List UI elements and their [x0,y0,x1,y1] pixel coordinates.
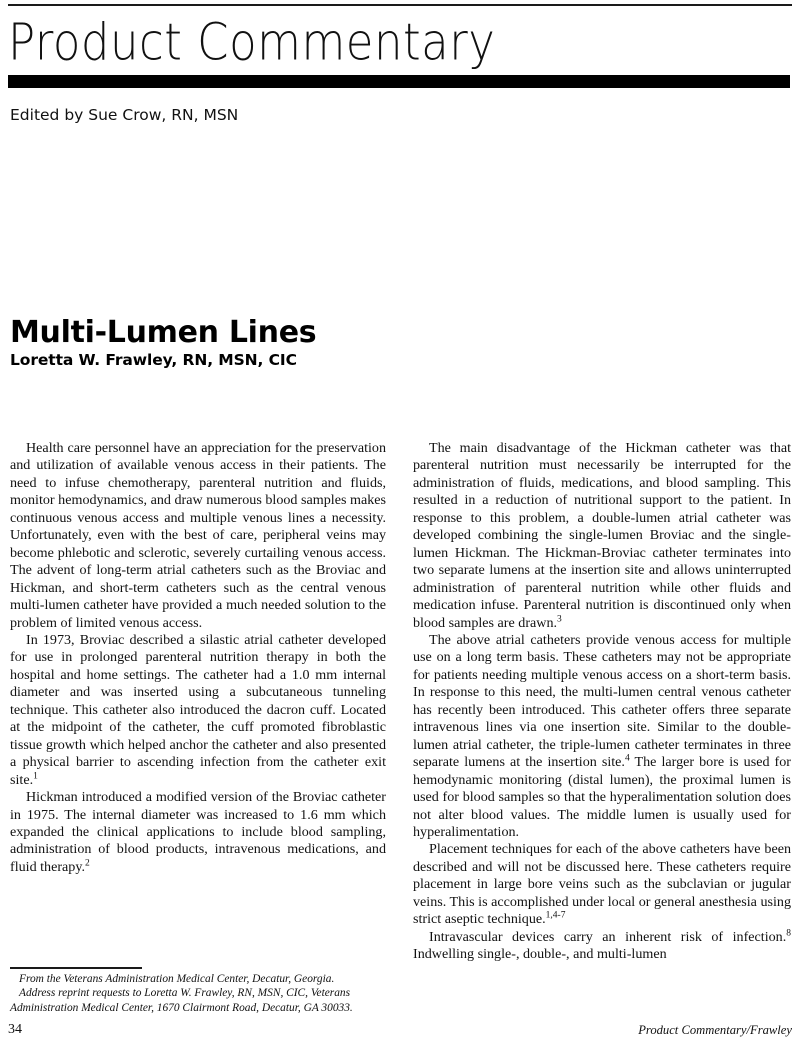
paragraph [413,632,791,841]
reference-marker: 2 [85,858,90,869]
paragraph-text-tail: Indwelling single-, double-, and multi-lumen [413,946,667,963]
running-head: Product Commentary/Frawley [638,1023,792,1037]
body-column-left [10,440,386,940]
paragraph [413,440,791,632]
footnote-reprint-address: Address reprint requests to Loretta W. Frawley, RN, MSN, CIC, Veterans Administration Medical Center, 1670 Clairmont Road, Decatur, GA 30033. [10,987,353,1014]
paragraph-text: Intravascular devices carry an inherent risk of infection. [429,928,787,945]
reference-marker: 1 [33,770,38,781]
reference-marker: 3 [557,613,562,624]
paragraph [10,632,386,789]
paragraph [413,841,791,928]
paragraph-text: The above atrial catheters provide venous access for multiple use on a long term basis. These catheters may not be appropriate for patients needing multiple venous access on a short-term basis. In response to this need, the multi-lumen central venous catheter has recently been introduced. This catheter offers three separate intravenous lines via one insertion site. Similar to the double-lumen atrial catheter, the triple-lumen catheter terminates in three separate lumens at the insertion site. [413,631,791,771]
masthead-black-bar [8,75,790,88]
footnote-affiliation: From the Veterans Administration Medical Center, Decatur, Georgia. [19,973,335,985]
reference-marker: 8 [786,928,791,938]
page-number: 34 [8,1022,22,1037]
body-column-right [413,440,791,1010]
paragraph [413,929,791,964]
paragraph-text-tail: The larger bore is used for hemodynamic monitoring (distal lumen), the proximal lumen is used for blood samples so that the hyperalimentation solution does not alter blood values. The middle lumen is usually used for hyperalimentation. [413,754,791,840]
paragraph-text: In 1973, Broviac described a silastic atrial catheter developed for use in prolonged parenteral nutrition therapy in both the hospital and home settings. The catheter had a 1.0 mm internal diameter and was inserted using a subcutaneous tunneling technique. This catheter also introduced the dacron cuff. Located at the midpoint of the catheter, the cuff promoted fibroblastic tissue growth which helped anchor the catheter and also presented a physical barrier to ascending infection from the catheter exit site. [10,631,386,788]
article-title: Multi-Lumen Lines [10,315,317,351]
reference-marker: 4 [624,753,630,764]
masthead-title: Product Commentary [8,12,496,72]
paragraph-text: The main disadvantage of the Hickman catheter was that parenteral nutrition must necessarily be interrupted for the administration of fluids, medications, and blood sampling. This resulted in a reduction of nutritional support to the patient. In response to this problem, a double-lumen atrial catheter was developed combining the single-lumen Broviac and the single-lumen Hickman. The Hickman-Broviac catheter terminates into two separate lumens at the insertion site and allows uninterrupted administration of parenteral nutrition while other fluids and medication infuse. Parenteral nutrition is discontinued only when blood samples are drawn. [413,440,791,631]
paragraph-text: Hickman introduced a modified version of the Broviac catheter in 1975. The internal diameter was increased to 1.6 mm which expanded the clinical applications to include blood sampling, administration of blood products, intravenous medications, and fluid therapy. [10,789,386,875]
footnote-block [10,972,392,1015]
reference-marker: 1,4-7 [545,910,566,921]
paragraph-text: Placement techniques for each of the above catheters have been described and will not be discussed here. These catheters require placement in large bore veins such as the subclavian or jugular veins. This is accomplished under local or general anesthesia using strict aseptic technique. [413,841,791,928]
article-author: Loretta W. Frawley, RN, MSN, CIC [10,351,297,369]
paragraph [10,789,386,876]
masthead-top-rule [8,4,792,6]
paragraph [10,440,386,632]
masthead-editor-line: Edited by Sue Crow, RN, MSN [10,106,239,124]
paragraph-text: Health care personnel have an appreciation for the preservation and utilization of available venous access in their patients. The need to infuse chemotherapy, parenteral nutrition and fluids, monitor hemodynamics, and draw numerous blood samples makes continuous venous access and multiple venous lines a necessity. Unfortunately, even with the best of care, peripheral veins may become phlebotic and sclerotic, severely curtailing venous access. The advent of long-term atrial catheters such as the Broviac and Hickman, and short-term catheters such as the central venous multi-lumen catheter have provided a much needed solution to the problem of limited venous access. [10,440,386,631]
footnote-separator-rule [10,967,142,969]
